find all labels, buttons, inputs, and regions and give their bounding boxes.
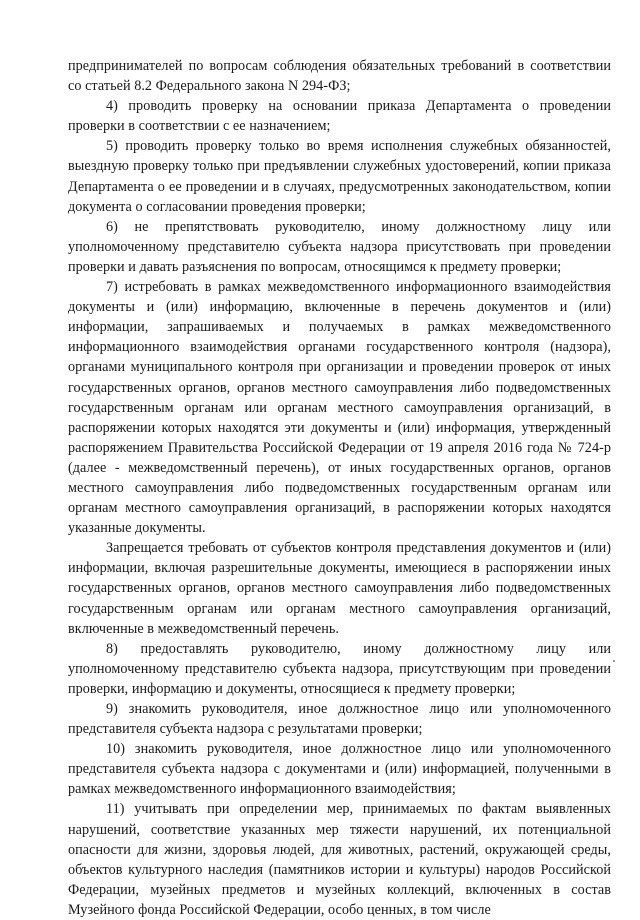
scan-artifact-mark bbox=[613, 660, 615, 662]
paragraph-item-7: 7) истребовать в рамках межведомственного информационного взаимодействия документы и (или) информацию, включенные в перечень документов и (или) информации, запрашиваемых и получаемых в рамках межведомственного информационного взаимодействия органами государственного контроля (надзора), органами муниципального контроля при организации и проведении проверок от иных государственных органов, органов местного самоуправления либо подведомственных государственным органам или органам местного самоуправления организаций, в распоряжении которых находятся эти документы и (или) информация, утвержденный распоряжением Правительства Российской Федерации от 19 апреля 2016 года № 724-р (далее - межведомственный перечень), от иных государственных органов, органов местного самоуправления либо подведомственных государственным органам или органам местного самоуправления организаций, в распоряжении которых находятся указанные документы. bbox=[68, 279, 611, 537]
paragraph-item-4: 4) проводить проверку на основании приказа Департамента о проведении проверки в соответствии с ее назначением; bbox=[68, 98, 611, 135]
paragraph-item-9: 9) знакомить руководителя, иное должностное лицо или уполномоченного представителя субъекта надзора с результатами проверки; bbox=[68, 701, 611, 738]
paragraph-prohibition: Запрещается требовать от субъектов контроля представления документов и (или) информации, включая разрешительные документы, имеющиеся в распоряжении иных государственных органов, органов местного самоуправления либо подведомственных государственным органам или органам местного самоуправления организаций, включенные в межведомственный перечень. bbox=[68, 540, 611, 637]
paragraph-item-6: 6) не препятствовать руководителю, иному должностному лицу или уполномоченному представителю субъекта надзора присутствовать при проведении проверки и давать разъяснения по вопросам, относящимся к предмету проверки; bbox=[68, 218, 611, 275]
paragraph-item-5: 5) проводить проверку только во время исполнения служебных обязанностей, выездную проверку только при предъявлении служебных удостоверений, копии приказа Департамента о ее проведении и в случаях, предусмотренных законодательством, копии документа о согласовании проведения проверки; bbox=[68, 138, 611, 215]
paragraph-item-10: 10) знакомить руководителя, иное должностное лицо или уполномоченного представителя субъекта надзора с документами и (или) информацией, полученными в рамках межведомственного информационного взаимодействия; bbox=[68, 741, 611, 798]
document-page bbox=[68, 56, 611, 920]
paragraph-item-8: 8) предоставлять руководителю, иному должностному лицу или уполномоченному представителю субъекта надзора, присутствующим при проведении проверки, информацию и документы, относящиеся к предмету проверки; bbox=[68, 640, 611, 697]
paragraph-item-11: 11) учитывать при определении мер, принимаемых по фактам выявленных нарушений, соответствие указанных мер тяжести нарушений, их потенциальной опасности для жизни, здоровья людей, для животных, растений, окружающей среды, объектов культурного наследия (памятников истории и культуры) народов Российской Федерации, музейных предметов и музейных коллекций, включенных в состав Музейного фонда Российской Федерации, особо ценных, в том числе bbox=[68, 801, 611, 918]
paragraph-continuation: предпринимателей по вопросам соблюдения обязательных требований в соответствии со статьей 8.2 Федерального закона N 294-ФЗ; bbox=[68, 58, 611, 95]
